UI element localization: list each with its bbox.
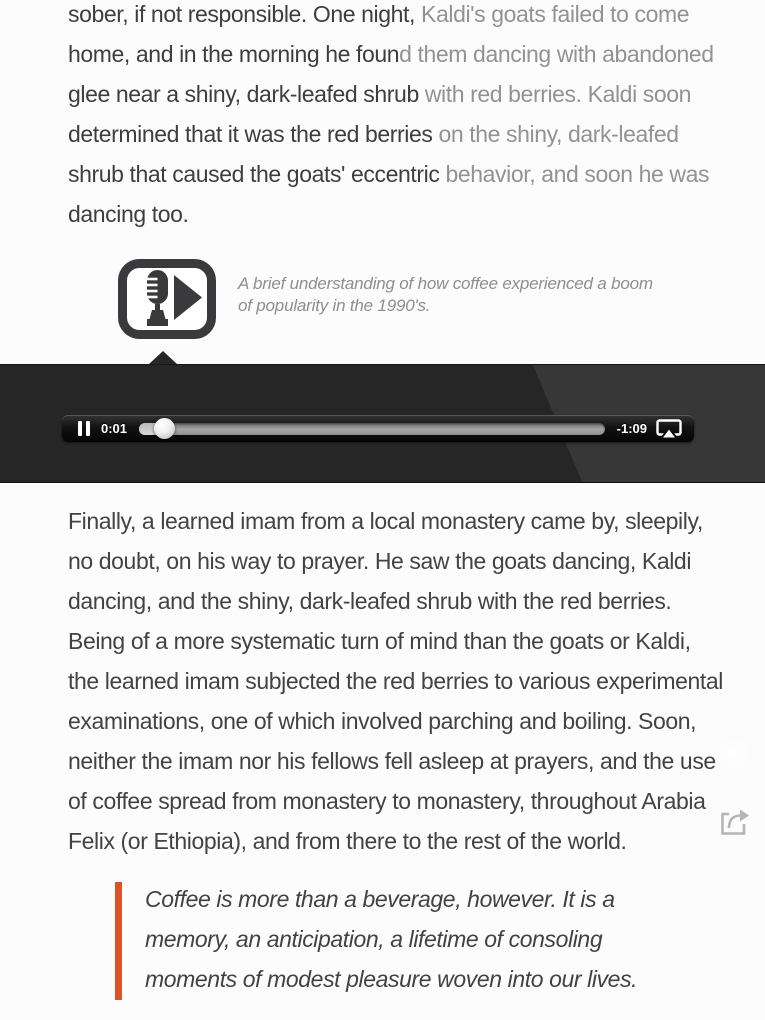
close-button[interactable] [719,739,748,768]
blockquote [145,879,637,999]
text-line: Felix (or Ethiopia), and from there to the rest of the world. [68,828,627,854]
quote-line: moments of modest pleasure woven into our lives. [145,966,638,992]
spoken-text: shrub that caused the goats' eccentric [68,161,440,187]
text-line [68,154,714,194]
progress-track[interactable] [139,423,605,435]
remaining-time: -1:09 [616,421,647,436]
text-line: neither the imam nor his fellows fell asleep at prayers, and the use [68,748,716,774]
pause-icon [78,421,82,436]
airplay-icon[interactable] [656,419,682,439]
player-caret [149,351,177,364]
spoken-text: dancing too. [68,201,189,227]
audio-embed-caption [238,273,668,317]
unspoken-text: Kaldi's goats failed to come [415,1,690,27]
text-line: of coffee spread from monastery to monastery, throughout Arabia [68,788,706,814]
spoken-text: glee near a shiny, dark-leafed shrub [68,81,419,107]
unspoken-text: behavior, and soon he was [439,161,710,187]
text-line [68,114,714,154]
caption-line: A brief understanding of how coffee experienced a boom [238,274,653,293]
paragraph-kaldi [68,0,714,234]
blockquote-accent-bar [115,882,122,1000]
audio-embed-button[interactable] [117,258,217,340]
quote-line: Coffee is more than a beverage, however. It is a [145,886,615,912]
quote-line: memory, an anticipation, a lifetime of consoling [145,926,603,952]
spoken-text: sober, if not responsible. One night, [68,1,416,27]
microphone-play-icon [117,258,217,340]
close-icon: ✕ [727,745,740,761]
paragraph-imam [68,501,723,861]
pause-button[interactable] [78,421,90,436]
progress-thumb[interactable] [154,418,175,439]
text-line [68,34,714,74]
text-line [68,74,714,114]
text-line: no doubt, on his way to prayer. He saw the goats dancing, Kaldi [68,548,692,574]
text-line: Finally, a learned imam from a local monastery came by, sleepily, [68,508,703,534]
caption-line: of popularity in the 1990's. [238,296,431,315]
unspoken-text: on the shiny, dark-leafed [432,121,679,147]
text-line: examinations, one of which involved parching and boiling. Soon, [68,708,697,734]
elapsed-time: 0:01 [101,421,128,436]
text-line: Being of a more systematic turn of mind than the goats or Kaldi, [68,628,691,654]
text-line [68,0,714,34]
text-line: dancing, and the shiny, dark-leafed shrub with the red berries. [68,588,672,614]
player-controls-bar [62,415,694,442]
unspoken-text: with red berries. Kaldi soon [418,81,692,107]
spoken-text: home, and in the morning he foun [68,41,400,67]
text-line [68,194,714,234]
pause-icon [86,421,90,436]
unspoken-text: d them dancing with abandoned [399,41,714,67]
text-line: the learned imam subjected the red berries to various experimental [68,668,724,694]
spoken-text: determined that it was the red berries [68,121,433,147]
